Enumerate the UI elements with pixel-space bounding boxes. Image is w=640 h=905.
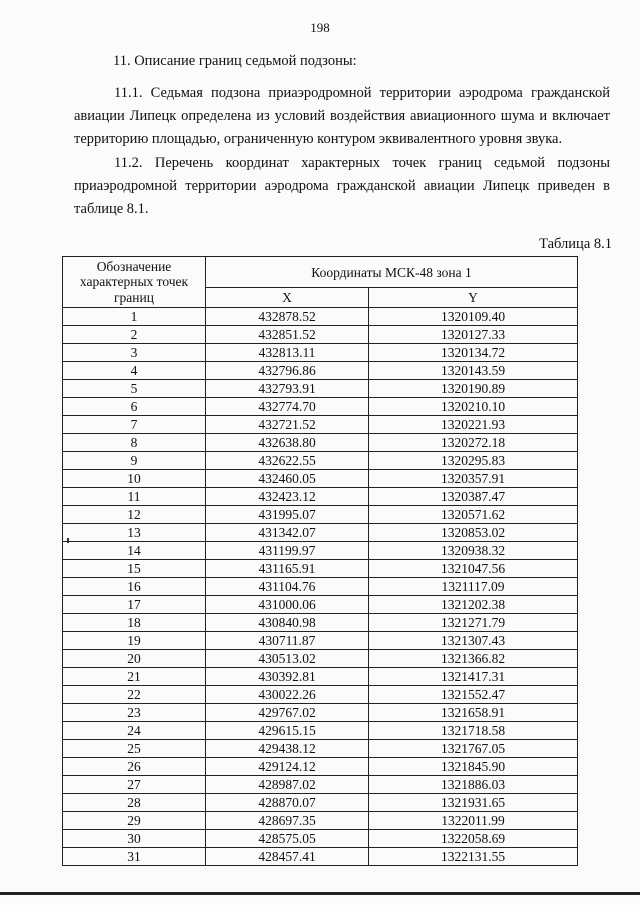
x-coordinate-cell: 428575.05	[206, 830, 369, 848]
y-coordinate-cell: 1320221.93	[369, 416, 578, 434]
table-row	[63, 308, 578, 326]
table-row	[63, 326, 578, 344]
x-coordinate-cell: 432622.55	[206, 452, 369, 470]
x-coordinate-cell: 432813.11	[206, 344, 369, 362]
point-number-cell: 29	[63, 812, 206, 830]
point-number-cell: 2	[63, 326, 206, 344]
x-coordinate-cell: 432460.05	[206, 470, 369, 488]
point-number-cell: 3	[63, 344, 206, 362]
y-column-header: Y	[369, 288, 578, 308]
point-number-cell: 21	[63, 668, 206, 686]
y-coordinate-cell: 1320272.18	[369, 434, 578, 452]
point-number-cell: 27	[63, 776, 206, 794]
y-coordinate-cell: 1321047.56	[369, 560, 578, 578]
y-coordinate-cell: 1320357.91	[369, 470, 578, 488]
table-row	[63, 578, 578, 596]
x-coordinate-cell: 432774.70	[206, 398, 369, 416]
y-coordinate-cell: 1320210.10	[369, 398, 578, 416]
table-row	[63, 470, 578, 488]
y-coordinate-cell: 1320143.59	[369, 362, 578, 380]
y-coordinate-cell: 1321417.31	[369, 668, 578, 686]
section-heading: 11. Описание границ седьмой подзоны:	[113, 53, 357, 69]
x-coordinate-cell: 430711.87	[206, 632, 369, 650]
point-number-cell: 20	[63, 650, 206, 668]
x-coordinate-cell: 431000.06	[206, 596, 369, 614]
point-number-cell: 1	[63, 308, 206, 326]
table-row	[63, 632, 578, 650]
y-coordinate-cell: 1320190.89	[369, 380, 578, 398]
y-coordinate-cell: 1320938.32	[369, 542, 578, 560]
point-number-cell: 26	[63, 758, 206, 776]
point-number-cell: 22	[63, 686, 206, 704]
point-number-cell: 11	[63, 488, 206, 506]
point-number-cell: 17	[63, 596, 206, 614]
point-number-cell: 4	[63, 362, 206, 380]
page-number: 198	[310, 20, 330, 35]
point-number-cell: 24	[63, 722, 206, 740]
x-coordinate-cell: 428870.07	[206, 794, 369, 812]
y-coordinate-cell: 1320134.72	[369, 344, 578, 362]
y-coordinate-cell: 1321552.47	[369, 686, 578, 704]
y-coordinate-cell: 1321271.79	[369, 614, 578, 632]
table-row	[63, 794, 578, 812]
coordinates-table	[62, 256, 578, 866]
point-number-cell: 25	[63, 740, 206, 758]
y-coordinate-cell: 1321366.82	[369, 650, 578, 668]
point-number-cell: 16	[63, 578, 206, 596]
coordinates-group-header: Координаты МСК-48 зона 1	[206, 257, 578, 288]
point-designation-header: Обозначение характерных точек границ	[63, 257, 206, 308]
table-row	[63, 650, 578, 668]
y-coordinate-cell: 1322011.99	[369, 812, 578, 830]
x-coordinate-cell: 428457.41	[206, 848, 369, 866]
point-number-cell: 7	[63, 416, 206, 434]
x-coordinate-cell: 431165.91	[206, 560, 369, 578]
x-coordinate-cell: 432796.86	[206, 362, 369, 380]
table-row	[63, 614, 578, 632]
y-coordinate-cell: 1320387.47	[369, 488, 578, 506]
y-coordinate-cell: 1320127.33	[369, 326, 578, 344]
x-coordinate-cell: 430022.26	[206, 686, 369, 704]
table-body	[63, 308, 578, 866]
point-number-cell: 30	[63, 830, 206, 848]
x-coordinate-cell: 431995.07	[206, 506, 369, 524]
point-number-cell: 8	[63, 434, 206, 452]
table-row	[63, 506, 578, 524]
point-number-cell: 18	[63, 614, 206, 632]
point-number-cell: 10	[63, 470, 206, 488]
point-number-cell: 15	[63, 560, 206, 578]
paragraph-11-2: 11.2. Перечень координат характерных точек границ седьмой подзоны приаэродромной территории аэродрома гражданской авиации Липецк приведен в таблице 8.1.	[74, 155, 610, 217]
y-coordinate-cell: 1321117.09	[369, 578, 578, 596]
y-coordinate-cell: 1321307.43	[369, 632, 578, 650]
y-coordinate-cell: 1320295.83	[369, 452, 578, 470]
x-coordinate-cell: 430513.02	[206, 650, 369, 668]
x-coordinate-cell: 432721.52	[206, 416, 369, 434]
point-number-cell: 19	[63, 632, 206, 650]
table-row	[63, 398, 578, 416]
x-coordinate-cell: 431342.07	[206, 524, 369, 542]
x-coordinate-cell: 431199.97	[206, 542, 369, 560]
y-coordinate-cell: 1321767.05	[369, 740, 578, 758]
table-row	[63, 488, 578, 506]
table-row	[63, 668, 578, 686]
table-row	[63, 524, 578, 542]
table-row	[63, 344, 578, 362]
x-coordinate-cell: 428697.35	[206, 812, 369, 830]
y-coordinate-cell: 1322058.69	[369, 830, 578, 848]
x-coordinate-cell: 432638.80	[206, 434, 369, 452]
x-coordinate-cell: 429615.15	[206, 722, 369, 740]
y-coordinate-cell: 1321658.91	[369, 704, 578, 722]
paragraph-11-1: 11.1. Седьмая подзона приаэродромной территории аэродрома гражданской авиации Липецк определена из условий воздействия авиационного шума и включает территорию площадью, ограниченную контуром эквивалентного уровня звука.	[74, 85, 610, 147]
point-number-cell: 23	[63, 704, 206, 722]
x-coordinate-cell: 429124.12	[206, 758, 369, 776]
x-coordinate-cell: 432793.91	[206, 380, 369, 398]
y-coordinate-cell: 1321718.58	[369, 722, 578, 740]
table-row	[63, 434, 578, 452]
point-number-cell: 14	[63, 542, 206, 560]
table-row	[63, 362, 578, 380]
x-coordinate-cell: 432878.52	[206, 308, 369, 326]
x-coordinate-cell: 429438.12	[206, 740, 369, 758]
table-row	[63, 542, 578, 560]
x-column-header: X	[206, 288, 369, 308]
table-row	[63, 848, 578, 866]
table-row	[63, 416, 578, 434]
margin-mark	[67, 538, 69, 543]
y-coordinate-cell: 1321202.38	[369, 596, 578, 614]
point-number-cell: 13	[63, 524, 206, 542]
x-coordinate-cell: 431104.76	[206, 578, 369, 596]
table-row	[63, 812, 578, 830]
x-coordinate-cell: 432423.12	[206, 488, 369, 506]
y-coordinate-cell: 1321931.65	[369, 794, 578, 812]
table-row	[63, 776, 578, 794]
x-coordinate-cell: 429767.02	[206, 704, 369, 722]
table-row	[63, 758, 578, 776]
table-row	[63, 560, 578, 578]
y-coordinate-cell: 1320853.02	[369, 524, 578, 542]
table-row	[63, 830, 578, 848]
table-row	[63, 686, 578, 704]
point-number-cell: 9	[63, 452, 206, 470]
x-coordinate-cell: 430392.81	[206, 668, 369, 686]
x-coordinate-cell: 430840.98	[206, 614, 369, 632]
x-coordinate-cell: 428987.02	[206, 776, 369, 794]
point-number-cell: 6	[63, 398, 206, 416]
y-coordinate-cell: 1321845.90	[369, 758, 578, 776]
point-number-cell: 12	[63, 506, 206, 524]
y-coordinate-cell: 1321886.03	[369, 776, 578, 794]
table-row	[63, 452, 578, 470]
x-coordinate-cell: 432851.52	[206, 326, 369, 344]
bottom-rule	[0, 892, 640, 895]
table-row	[63, 722, 578, 740]
y-coordinate-cell: 1320109.40	[369, 308, 578, 326]
y-coordinate-cell: 1320571.62	[369, 506, 578, 524]
y-coordinate-cell: 1322131.55	[369, 848, 578, 866]
table-row	[63, 380, 578, 398]
table-row	[63, 596, 578, 614]
table-row	[63, 704, 578, 722]
point-number-cell: 31	[63, 848, 206, 866]
point-number-cell: 28	[63, 794, 206, 812]
point-number-cell: 5	[63, 380, 206, 398]
table-caption: Таблица 8.1	[539, 236, 612, 252]
table-row	[63, 740, 578, 758]
